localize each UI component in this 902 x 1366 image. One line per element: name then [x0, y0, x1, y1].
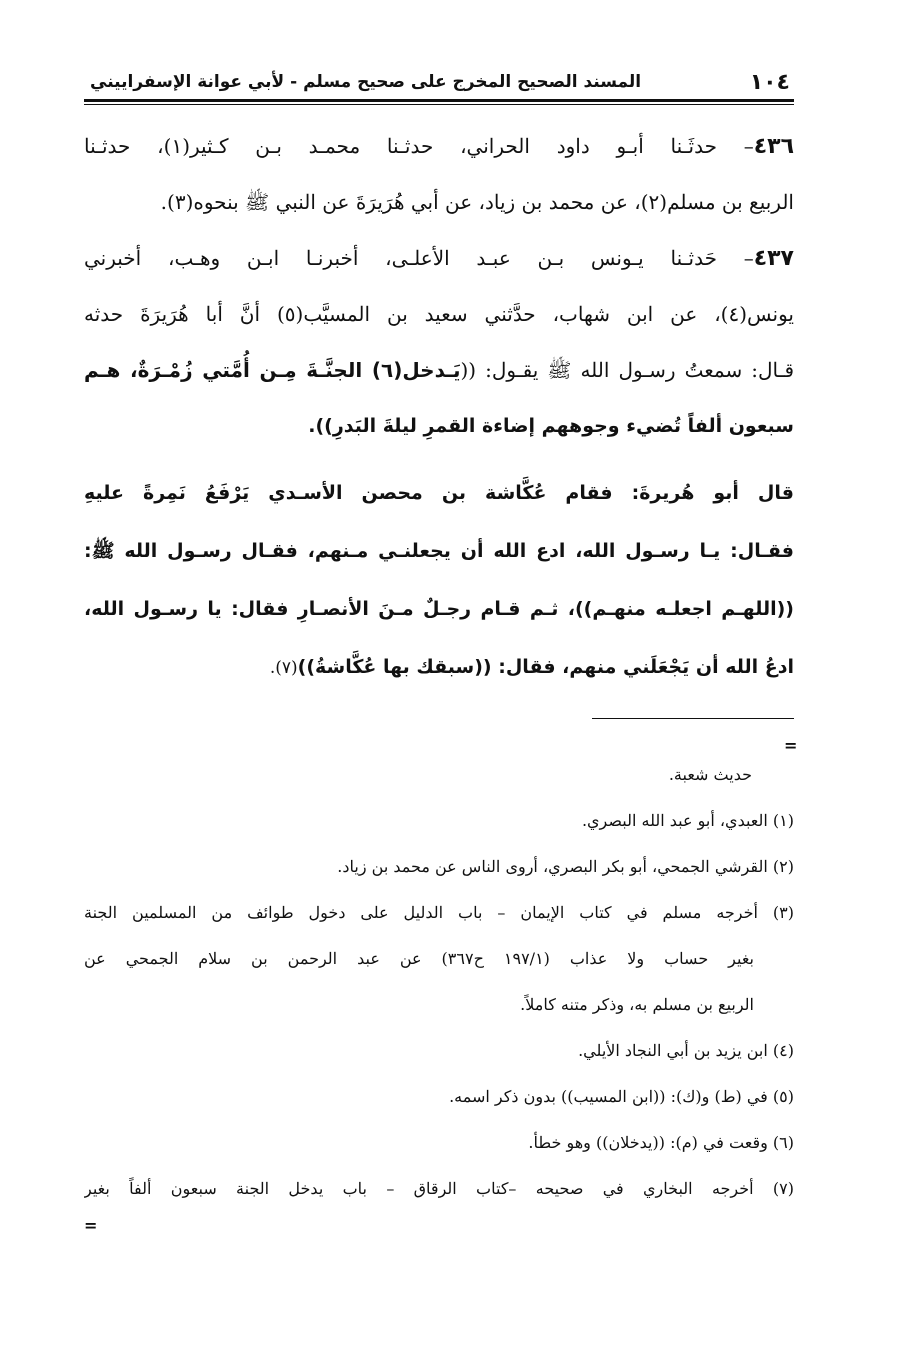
hadith-436-line-2	[84, 174, 794, 230]
footnote-5	[84, 1074, 794, 1120]
footnote-4-text: (٤) ابن يزيد بن أبي النجاد الأيلي.	[578, 1041, 794, 1060]
hadith-437-text-3-bold: يَـدخل(٦) الجنَّـةَ مِـن أُمَّتي زُمْـرَةٌ، هـم	[84, 358, 461, 382]
footnote-2-text: (٢) القرشي الجمحي، أبو بكر البصري، أروى الناس عن محمد بن زياد.	[337, 857, 794, 876]
footnote-2	[84, 844, 794, 890]
hadith-437-line-5	[84, 464, 794, 522]
running-header	[84, 62, 794, 102]
page-number: ١٠٤	[749, 69, 790, 95]
footnote-6-text: (٦) وقعت في (م): ((يدخلان)) وهو خطأ.	[528, 1133, 794, 1152]
hadith-437-text-3-plain: قـال: سمعتُ رسـول الله ﷺ يقـول: ((	[460, 358, 794, 382]
footnote-7-line-1	[84, 1166, 794, 1212]
footnote-3-text-1: (٣) أخرجه مسلم في كتاب الإيمان – باب الدليل على دخول طوائف من المسلمين الجنة	[84, 903, 794, 922]
hadith-437-text-8-ref: (٧).	[269, 658, 298, 678]
footnote-continued-span: حديث شعبة.	[668, 765, 752, 784]
footnote-continued-text	[84, 752, 794, 798]
hadith-437-line-4	[84, 398, 794, 454]
main-text	[84, 118, 794, 696]
hadith-437-line-7	[84, 580, 794, 638]
running-title: المسند الصحيح المخرج على صحيح مسلم - لأبي عوانة الإسفراييني	[90, 72, 642, 92]
hadith-436-text-2: الربيع بن مسلم(٢)، عن محمد بن زياد، عن أبي هُرَيرَةَ عن النبي ﷺ بنحوه(٣).	[160, 190, 794, 214]
footnote-separator	[592, 718, 794, 719]
hadith-437-text-7: ((اللهـم اجعلـه منهـم))، ثـم قـام رجـلٌ مـنَ الأنصـارِ فقال: يا رسـول الله،	[84, 598, 794, 620]
hadith-437-text-5: قال أبو هُريرةَ: فقام عُكَّاشة بن محصن الأسـدي يَرْفَعُ نَمِرةً عليهِ	[84, 482, 794, 504]
hadith-437-text-4: سبعون ألفاً تُضيء وجوههم إضاءة القمرِ ليلةَ البَدرِ)).	[308, 415, 794, 437]
hadith-437-line-8	[84, 638, 794, 696]
footnote-3-text-3: الربيع بن مسلم به، وذكر متنه كاملاً.	[520, 995, 754, 1014]
footnote-3-text-2: بغير حساب ولا عذاب (١٩٧/١ ح٣٦٧) عن عبد الرحمن بن سلام الجمحي عن	[84, 949, 755, 968]
hadith-436-line-1	[84, 118, 794, 174]
hadith-437-line-2	[84, 286, 794, 342]
footnote-3-line-1	[84, 890, 794, 936]
hadith-436-text-1: – حدثَـنا أبـو داود الحراني، حدثـنا محمـد بـن كـثير(١)، حدثـنا	[84, 134, 754, 158]
hadith-437-line-3	[84, 342, 794, 398]
footnote-continuation-mark-bottom: =	[84, 1216, 98, 1235]
hadith-437-line-1	[84, 230, 794, 286]
hadith-437-text-2: يونس(٤)، عن ابن شهاب، حدَّثني سعيد بن المسيَّب(٥) أنَّ أبا هُرَيرَةَ حدثه	[84, 302, 794, 326]
hadith-437-text-6: فقـال: يـا رسـول الله، ادع الله أن يجعلنـي مـنهم، فقـال رسـول الله ﷺ:	[84, 540, 794, 562]
hadith-437-line-6	[84, 522, 794, 580]
footnotes	[84, 752, 794, 1212]
paragraph-gap	[84, 454, 794, 464]
footnote-6	[84, 1120, 794, 1166]
hadith-number-437: ٤٣٧	[753, 246, 794, 271]
footnote-3-line-2	[84, 936, 794, 982]
hadith-number-436: ٤٣٦	[753, 134, 794, 159]
footnote-7-text-1: (٧) أخرجه البخاري في صحيحه –كتاب الرقاق – باب يدخل الجنة سبعون ألفاً بغير	[84, 1179, 794, 1198]
footnote-5-text: (٥) في (ط) و(ك): ((ابن المسيب)) بدون ذكر اسمه.	[449, 1087, 794, 1106]
footnote-1	[84, 798, 794, 844]
footnote-continuation-mark-top: =	[784, 736, 798, 755]
header-rule-thin	[84, 104, 794, 105]
hadith-437-text-8-bold: ادعُ الله أن يَجْعَلَني منهم، فقال: ((سبقك بها عُكَّاشةُ))	[297, 656, 794, 678]
footnote-1-text: (١) العبدي، أبو عبد الله البصري.	[581, 811, 794, 830]
footnote-3-line-3	[84, 982, 794, 1028]
footnote-4	[84, 1028, 794, 1074]
hadith-437-text-1: – حَدثـنا يـونس بـن عبـد الأعلـى، أخبرنـا ابـن وهـب، أخبرني	[84, 246, 754, 270]
header-rule-thick	[84, 99, 794, 102]
